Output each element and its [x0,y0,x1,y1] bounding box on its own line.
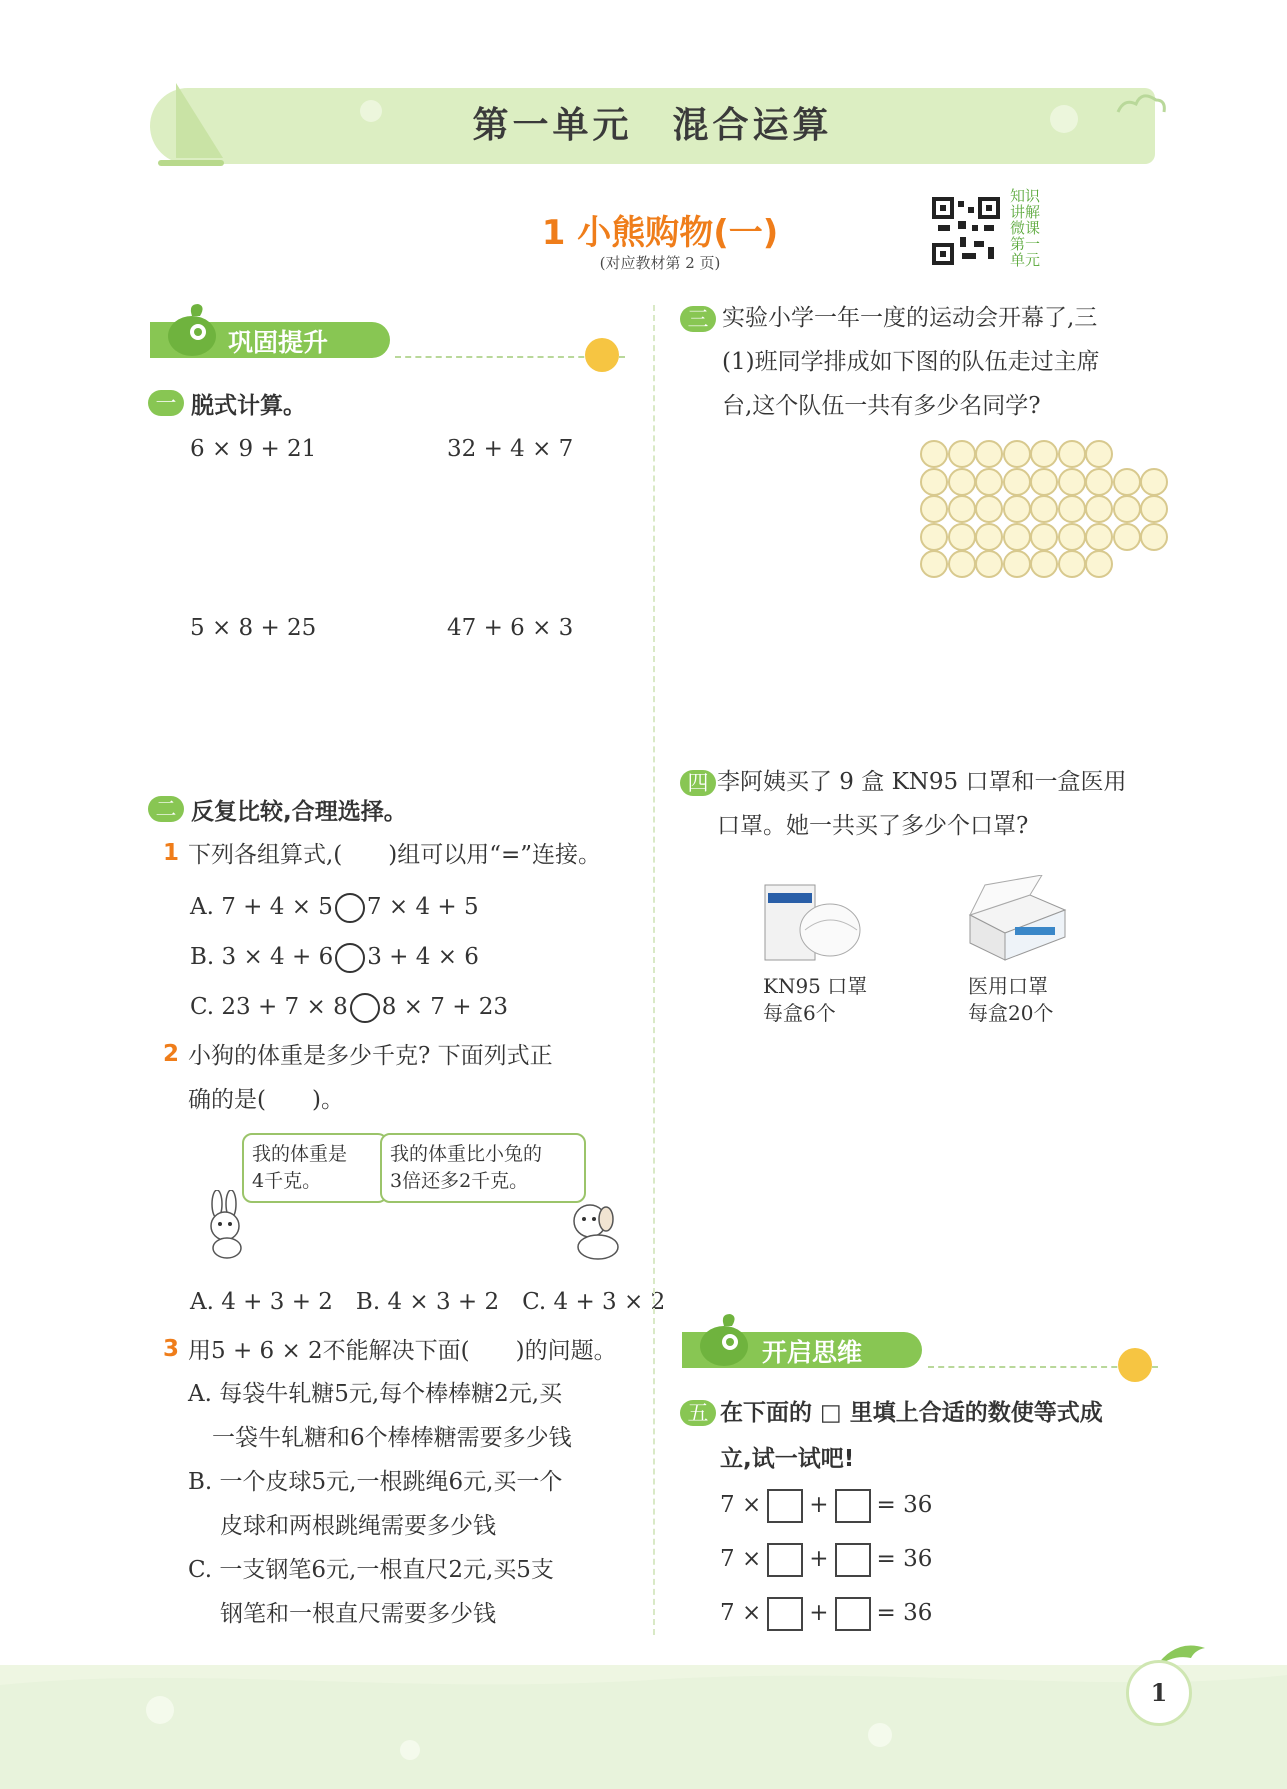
student-dot [1140,523,1168,551]
eq-plus: + [809,1600,829,1626]
student-dot [1113,523,1141,551]
question-text [722,296,1172,428]
student-dot [1085,550,1113,578]
equation-row [720,1543,932,1577]
text-line: 小狗的体重是多少千克? 下面列式正 [188,1043,553,1069]
eq-result: = 36 [876,1546,933,1572]
option-c-cont: 钢笔和一根直尺需要多少钱 [220,1601,496,1627]
section-title-thinking: 开启思维 [762,1338,863,1367]
student-dot [1003,550,1031,578]
expression: 47 + 6 × 3 [447,615,574,641]
subquestion-text [188,1034,648,1122]
option-right: 3 + 4 × 6 [367,944,479,970]
text-line: 实验小学一年一度的运动会开幕了,三 [722,305,1098,331]
option-right: 7 × 4 + 5 [366,894,479,920]
student-dot [948,550,976,578]
product-name: 医用口罩 [968,974,1048,998]
lesson-title: 1 小熊购物(一) [541,213,779,253]
student-dot [948,468,976,496]
student-dot [1003,440,1031,468]
option-left: A. 7 + 4 × 5 [190,894,333,920]
student-dot [975,523,1003,551]
answer-box[interactable] [835,1597,871,1631]
rabbit-icon [195,1190,265,1260]
student-dot [920,550,948,578]
product-caption-kn95 [763,973,867,1027]
text-line: 李阿姨买了 9 盒 KN95 口罩和一盒医用 [717,769,1127,795]
student-dot [1058,495,1086,523]
student-dot [1113,468,1141,496]
equation-row [720,1489,932,1523]
qr-label: 知识讲解微课 第一单元 [1010,187,1041,269]
question-title: 脱式计算。 [191,393,306,419]
sun-icon [585,338,619,372]
student-dot [1113,495,1141,523]
medical-mask-box-image [960,875,1070,965]
option-a-cont: 一袋牛轧糖和6个棒棒糖需要多少钱 [212,1425,572,1451]
student-dot [1058,523,1086,551]
question-number: 三 [680,306,716,332]
student-dot [948,523,976,551]
student-dot [1003,495,1031,523]
speech-bubble-dog [380,1133,586,1203]
question-title: 反复比较,合理选择。 [191,799,407,825]
student-dot [975,495,1003,523]
eq-plus: + [809,1492,829,1518]
bubble-text: 我的体重比小兔的 [390,1143,543,1165]
expression: 32 + 4 × 7 [447,436,574,462]
equation-row [720,1597,932,1631]
answer-box[interactable] [835,1543,871,1577]
student-dot [920,468,948,496]
product-count: 每盒20个 [968,1001,1054,1025]
whale-icon [684,1310,750,1372]
answer-box[interactable] [767,1543,803,1577]
option-left: C. 23 + 7 × 8 [190,994,348,1020]
student-dot [1058,550,1086,578]
option-a [190,885,479,929]
compare-circle[interactable] [335,893,365,923]
answer-box[interactable] [767,1597,803,1631]
student-dot [975,468,1003,496]
footer-wave [0,1665,1287,1789]
student-dot [1058,440,1086,468]
subquestion-text: 下列各组算式,( )组可以用“=”连接。 [188,842,602,868]
question-text [720,1390,1170,1482]
text-line: (1)班同学排成如下图的队伍走过主席 [722,349,1100,375]
expression: 6 × 9 + 21 [190,436,317,462]
question-number: 二 [148,796,184,822]
question-number: 四 [680,770,716,796]
kn95-mask-box-image [760,875,865,965]
eq-result: = 36 [876,1492,933,1518]
subquestion-number: 2 [163,1041,180,1067]
compare-circle[interactable] [335,943,365,973]
student-dot [1085,440,1113,468]
student-dot [1085,468,1113,496]
option-list [188,1372,658,1636]
option-c [190,985,508,1029]
question-number: 五 [680,1400,716,1426]
option-b [190,935,479,979]
bubble-text: 3倍还多2千克。 [390,1170,529,1192]
page-number: 1 [1126,1660,1192,1726]
bubble-text: 我的体重是 [252,1143,348,1165]
student-dot [1030,523,1058,551]
subquestion-number: 1 [163,840,180,866]
option-right: 8 × 7 + 23 [381,994,509,1020]
product-name: KN95 口罩 [763,974,868,998]
eq-prefix: 7 × [720,1492,762,1518]
unit-title: 第一单元 混合运算 [472,105,833,146]
question-number: 一 [148,390,184,416]
lesson-subtitle: (对应教材第 2 页) [599,254,721,272]
text-line: 台,这个队伍一共有多少名同学? [722,393,1041,419]
eq-plus: + [809,1546,829,1572]
student-dot [920,495,948,523]
text-line: 立,试一试吧! [720,1446,855,1472]
eq-prefix: 7 × [720,1600,762,1626]
product-caption-medical [968,973,1053,1027]
answer-box[interactable] [835,1489,871,1523]
student-dot [1030,550,1058,578]
option-b-cont: 皮球和两根跳绳需要多少钱 [220,1513,496,1539]
student-dot [1003,523,1031,551]
eq-prefix: 7 × [720,1546,762,1572]
student-dot [1085,523,1113,551]
bubble-text: 4千克。 [252,1170,322,1192]
qr-code-icon[interactable] [930,195,1002,267]
question-text [717,760,1177,848]
option-left: B. 3 × 4 + 6 [190,944,334,970]
student-dot [1030,440,1058,468]
eq-result: = 36 [876,1600,933,1626]
whale-icon [152,300,218,362]
column-divider [653,305,655,1635]
options: A. 4 + 3 + 2 B. 4 × 3 + 2 C. 4 + 3 × 2 [190,1289,666,1315]
student-dot [948,495,976,523]
student-dot [920,440,948,468]
text-line: 口罩。她一共买了多少个口罩? [717,813,1029,839]
option-a: A. 每袋牛轧糖5元,每个棒棒糖2元,买 [188,1381,563,1407]
student-dot [1030,468,1058,496]
subquestion-text: 用5 + 6 × 2不能解决下面( )的问题。 [188,1338,617,1364]
section-title-consolidate: 巩固提升 [228,328,329,357]
option-b: B. 一个皮球5元,一根跳绳6元,买一个 [188,1469,563,1495]
text-line: 确的是( )。 [188,1087,344,1113]
student-dot [948,440,976,468]
answer-box[interactable] [767,1489,803,1523]
student-dot [1030,495,1058,523]
dog-icon [560,1195,635,1265]
student-dot [920,523,948,551]
student-dot [1140,495,1168,523]
student-dot [975,440,1003,468]
subquestion-number: 3 [163,1336,180,1362]
compare-circle[interactable] [350,993,380,1023]
student-dot [975,550,1003,578]
text-line: 在下面的 □ 里填上合适的数使等式成 [720,1400,1103,1426]
student-dot [1003,468,1031,496]
option-c: C. 一支钢笔6元,一根直尺2元,买5支 [188,1557,554,1583]
expression: 5 × 8 + 25 [190,615,317,641]
student-dot [1140,468,1168,496]
student-dot [1085,495,1113,523]
sun-icon [1118,1348,1152,1382]
student-dot [1058,468,1086,496]
student-formation [920,440,1170,575]
product-count: 每盒6个 [763,1001,836,1025]
